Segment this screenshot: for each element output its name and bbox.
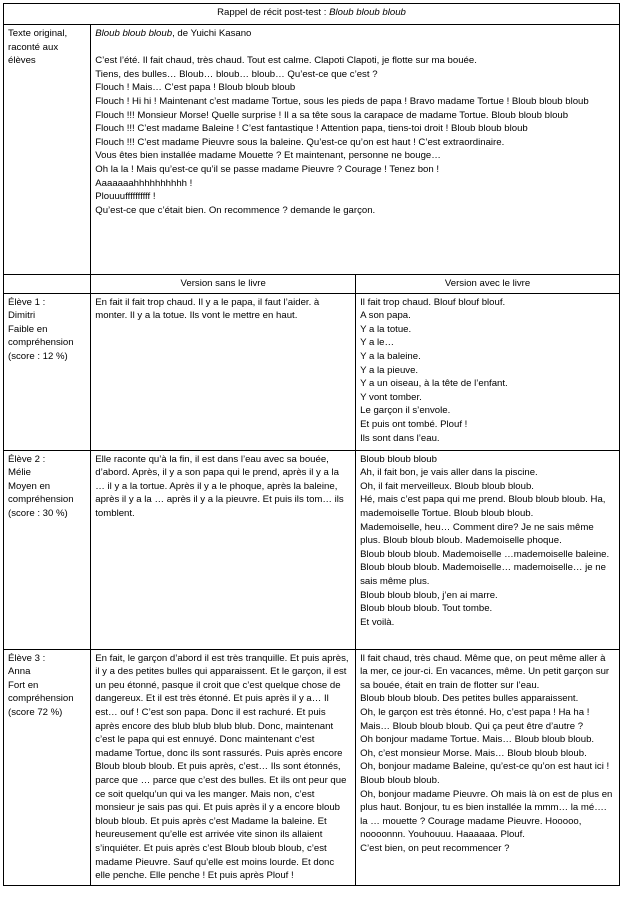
without-book-text: En fait il fait trop chaud. Il y a le papa, il faut l’aider. à monter. Il y a la totue. Ils vont le mettre en haut. bbox=[95, 296, 320, 322]
original-line: Plouuuffffffffff ! bbox=[95, 191, 156, 203]
with-book-line: Bloub bloub bloub bbox=[360, 453, 437, 465]
original-line: Qu’est-ce que c’était bien. On recommence ? demande le garçon. bbox=[95, 204, 376, 216]
column-header-row bbox=[4, 275, 620, 294]
with-book-cell bbox=[356, 293, 620, 450]
student-row bbox=[4, 649, 620, 885]
original-line: Oh la la ! Mais qu’est-ce qu’il se passe madame Pieuvre ? Courage ! Tenez bon ! bbox=[95, 163, 440, 175]
student-label-cell bbox=[4, 649, 91, 885]
with-book-line: Mademoiselle, heu… Comment dire? Je ne sais même plus. Bloub bloub bloub. Mademoiselle phoque. bbox=[360, 521, 594, 547]
student-name: Mélie bbox=[8, 467, 31, 479]
original-text-cell bbox=[91, 25, 620, 275]
original-line: Flouch ! Mais… C’est papa ! Bloub bloub bloub bbox=[95, 82, 296, 94]
with-book-line: C’est bien, on peut recommencer ? bbox=[360, 842, 510, 854]
with-book-line: Ils sont dans l’eau. bbox=[360, 432, 440, 444]
student-level: Moyen en compréhension (score : 30 %) bbox=[8, 480, 74, 519]
student-level: Faible en compréhension (score : 12 %) bbox=[8, 323, 74, 362]
with-book-line: Ah, il fait bon, je vais aller dans la piscine. bbox=[360, 467, 538, 479]
original-label-line: Texte original, bbox=[8, 28, 68, 39]
student-label-cell bbox=[4, 450, 91, 649]
original-line: Flouch !!! C’est madame Baleine ! C’est fantastique ! Attention papa, tiens-toi droit ! Bloub bloub bloub bbox=[95, 123, 528, 135]
original-line: Tiens, des bulles… Bloub… bloub… bloub… Qu’est-ce que c’est ? bbox=[95, 68, 378, 80]
with-book-line: Oh, bonjour madame Pieuvre. Oh mais là on est de plus en plus haut. Bonjour, tu es bien installée la mmm… la mé…. la … mouette ? Courage madame Pieuvre. Hooooo, noooonnn. Youhouuu. Haaaaaa. Plouf. bbox=[360, 788, 613, 841]
student-name: Dimitri bbox=[8, 310, 36, 322]
with-book-line: Oh, c’est monsieur Morse. Mais… Bloub bloub bloub. bbox=[360, 747, 587, 759]
with-book-line: Il fait chaud, très chaud. Même que, on peut même aller à la mer, ce jour-ci. En vacances, même. Un petit garçon sur sa bouée, était en train de flotter sur l’eau. bbox=[360, 652, 610, 691]
with-book-line: Y a la totue. bbox=[360, 323, 412, 335]
with-book-line: A son papa. bbox=[360, 310, 411, 322]
with-book-line: Y a la baleine. bbox=[360, 350, 421, 362]
with-book-line: Bloub bloub bloub. Mademoiselle …mademoiselle baleine. bbox=[360, 548, 610, 560]
title-prefix: Rappel de récit post-test : bbox=[217, 7, 330, 18]
student-name: Anna bbox=[8, 666, 31, 678]
original-line: Vous êtes bien installée madame Mouette ? Et maintenant, personne ne bouge… bbox=[95, 150, 441, 162]
with-book-line: Oh, bonjour madame Baleine, qu’est-ce qu’on est haut ici ! Bloub bloub bloub. bbox=[360, 761, 610, 786]
original-line: C’est l’été. Il fait chaud, très chaud. Tout est calme. Clapoti Clapoti, je flotte sur ma bouée. bbox=[95, 55, 477, 67]
student-label-cell bbox=[4, 293, 91, 450]
with-book-line: Oh, le garçon est très étonné. Ho, c’est papa ! Ha ha ! Mais… Bloub bloub bloub. Qui ça peut être d’autre ? bbox=[360, 706, 590, 732]
original-line: Aaaaaaahhhhhhhhhh ! bbox=[95, 177, 193, 189]
original-book-title: Bloub bloub bloub bbox=[95, 28, 173, 39]
with-book-line: Y vont tomber. bbox=[360, 391, 422, 403]
title-book: Bloub bloub bloub bbox=[329, 7, 406, 18]
original-line: Flouch !!! Monsieur Morse! Quelle surprise ! Il a sa tête sous la carapace de madame Tortue. Bloub bloub bloub bbox=[95, 109, 569, 121]
student-number: Élève 2 : bbox=[8, 453, 46, 465]
student-number: Élève 3 : bbox=[8, 652, 46, 664]
original-line: Flouch !!! C’est madame Pieuvre sous la baleine. Qu’est-ce qu’on est haut ! C’est extraordinaire. bbox=[95, 136, 505, 148]
without-book-cell bbox=[91, 450, 356, 649]
student-level: Fort en compréhension (score 72 %) bbox=[8, 679, 74, 718]
original-line: Flouch ! Hi hi ! Maintenant c’est madame Tortue, sous les pieds de papa ! Bravo madame Tortue ! Bloub bloub bloub bbox=[95, 95, 589, 107]
header-with-book: Version avec le livre bbox=[356, 275, 620, 294]
student-row bbox=[4, 293, 620, 450]
with-book-line: Le garçon il s’envole. bbox=[360, 405, 451, 417]
without-book-text: Elle raconte qu’à la fin, il est dans l’eau avec sa bouée, d’abord. Après, il y a son papa qui le prend, après il y a la … il y a la tortue. Après il y a le phoque, après la baleine, après il y a la … après il y a la pieuvre. Et puis ils tom… ils tomblent. bbox=[95, 453, 344, 519]
with-book-cell bbox=[356, 649, 620, 885]
empty-header-cell bbox=[4, 275, 91, 294]
original-label-line: raconté aux bbox=[8, 41, 59, 53]
with-book-line: Y a un oiseau, à la tête de l’enfant. bbox=[360, 378, 508, 390]
original-text-row bbox=[4, 25, 620, 275]
with-book-line: Et puis ont tombé. Plouf ! bbox=[360, 418, 468, 430]
original-label-cell bbox=[4, 25, 91, 275]
with-book-line: Y a la pieuve. bbox=[360, 364, 419, 376]
with-book-line: Hé, mais c’est papa qui me prend. Bloub bloub bloub. Ha, mademoiselle Tortue. Bloub bloub bloub. bbox=[360, 494, 606, 519]
with-book-line: Bloub bloub bloub, j’en ai marre. bbox=[360, 589, 498, 601]
title-row bbox=[4, 4, 620, 25]
story-recall-table bbox=[3, 3, 620, 886]
original-label-line: élèves bbox=[8, 55, 36, 67]
student-number: Élève 1 : bbox=[8, 296, 46, 308]
with-book-line: Bloub bloub bloub. Mademoiselle… mademoiselle… je ne sais même plus. bbox=[360, 562, 606, 587]
with-book-line: Et voilà. bbox=[360, 616, 395, 628]
with-book-line: Oh, il fait merveilleux. Bloub bloub bloub. bbox=[360, 480, 534, 492]
with-book-line: Il fait trop chaud. Blouf blouf blouf. bbox=[360, 296, 506, 308]
without-book-text: En fait, le garçon d’abord il est très tranquille. Et puis après, il y a des petites bulles qui apparaissent. Et le garçon, il est un peu étonné, pasque il croit que c’est quelque chose de dangereux. Et il est très étonné. Et puis après il y a… Il est… ouf ! C’est son papa. Donc il est rachuré. Et puis après encore des blub blub blub blub. Donc, maintenant c’est le papa qui est ennuyé. Donc maintenant c’est madame Tortue, donc ils sont rassurés. Puis après encore Bloub bloub bloub. Et puis après, c’est… Ils sont étonnés, parce que … parce que c’est des bulles. Et ils ont peur que ce soit quelqu’un qui va les manger. Mais non, c’est monsieur je sais pas qui. Et puis après il y a encore bloub bloub bloub. Et puis après c’est Madame la baleine. Et heureusement qu’elle est arrivée vite sinon ils allaient s’inquiéter. Et puis après c’est Bloub bloub bloub, c’est madame Pieuvre. Sauf qu’elle est moins lourde. Et donc elle penche. Elle penche ! Et puis après Plouf ! bbox=[95, 652, 349, 882]
header-without-book: Version sans le livre bbox=[91, 275, 356, 294]
original-heading bbox=[95, 27, 615, 41]
original-author: , de Yuichi Kasano bbox=[172, 28, 252, 39]
student-row bbox=[4, 450, 620, 649]
table-title bbox=[4, 4, 620, 25]
with-book-cell bbox=[356, 450, 620, 649]
with-book-line: Bloub bloub bloub. Tout tombe. bbox=[360, 603, 493, 615]
without-book-cell bbox=[91, 293, 356, 450]
with-book-line: Oh bonjour madame Tortue. Mais… Bloub bloub bloub. bbox=[360, 734, 595, 746]
without-book-cell bbox=[91, 649, 356, 885]
with-book-line: Bloub bloub bloub. Des petites bulles apparaissent. bbox=[360, 693, 579, 705]
with-book-line: Y a le… bbox=[360, 337, 395, 349]
